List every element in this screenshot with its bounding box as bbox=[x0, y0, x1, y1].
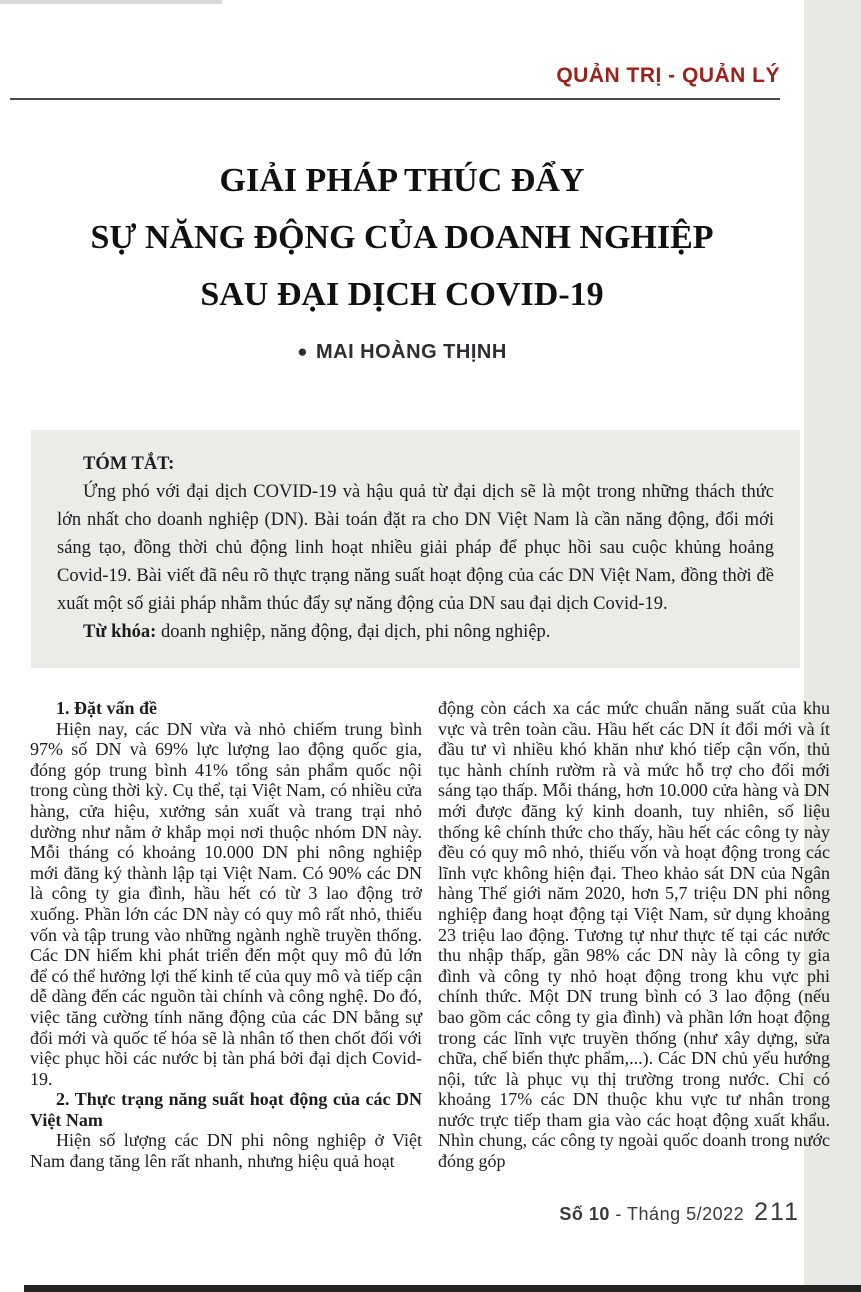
author-bullet-icon: ● bbox=[297, 342, 308, 361]
body-column-right bbox=[438, 698, 830, 1172]
header-divider-rule bbox=[10, 98, 780, 100]
article-title bbox=[0, 152, 804, 323]
abstract-box bbox=[31, 430, 800, 668]
body-column-left bbox=[30, 698, 422, 1172]
article-title-line-1: GIẢI PHÁP THÚC ĐẨY bbox=[219, 162, 585, 199]
author-line bbox=[0, 341, 804, 364]
keywords-text: doanh nghiệp, năng động, đại dịch, phi nông nghiệp. bbox=[156, 622, 551, 642]
abstract-text: Ứng phó với đại dịch COVID-19 và hậu quả từ đại dịch sẽ là một trong những thách thức lớn nhất cho doanh nghiệp (DN). Bài toán đặt ra cho DN Việt Nam là cần năng động, đổi mới sáng tạo, đồng thời chủ động linh hoạt nhiều giải pháp để phục hồi sau cuộc khủng hoảng Covid-19. Bài viết đã nêu rõ thực trạng năng suất hoạt động của các DN Việt Nam, đồng thời đề xuất một số giải pháp nhằm thúc đẩy sự năng động của DN sau đại dịch Covid-19. bbox=[57, 482, 774, 614]
author-name: MAI HOÀNG THỊNH bbox=[315, 341, 507, 363]
journal-section-header: QUẢN TRỊ - QUẢN LÝ bbox=[556, 64, 780, 87]
footer-issue-date: - Tháng 5/2022 bbox=[609, 1204, 745, 1224]
scan-top-artifact bbox=[0, 0, 222, 4]
section-1-paragraph: Hiện nay, các DN vừa và nhỏ chiếm trung bình 97% số DN và 69% lực lượng lao động quốc gia, đóng góp trung bình 41% tổng sản phẩm quốc nội trong cùng thời kỳ. Cụ thể, tại Việt Nam, có nhiều cửa hàng, cửa hiệu, xưởng sản xuất và trang trại nhỏ dường như nằm ở khắp mọi nơi thuộc nhóm DN này. Mỗi tháng có khoảng 10.000 DN phi nông nghiệp mới đăng ký thành lập tại Việt Nam. Có 90% các DN là công ty gia đình, hầu hết có từ 3 lao động trở xuống. Phần lớn các DN này có quy mô rất nhỏ, thiếu vốn và tập trung vào những ngành nghề truyền thống. Các DN hiếm khi phát triển đến một quy mô đủ lớn để có thể hưởng lợi thế kinh tế của quy mô và tiếp cận dễ dàng đến các nguồn tài chính và công nghệ. Do đó, việc tăng cường tính năng động của các DN bằng sự đổi mới và quốc tế hóa sẽ là nhân tố then chốt đối với việc phục hồi các nước bị tàn phá bởi đại dịch Covid-19. bbox=[30, 718, 422, 1089]
footer-page-number: 211 bbox=[754, 1198, 800, 1226]
footer-issue-number: Số 10 bbox=[559, 1204, 610, 1224]
keywords-line bbox=[57, 618, 774, 646]
abstract-heading: TÓM TẮT: bbox=[83, 454, 175, 474]
section-1-heading: 1. Đặt vấn đề bbox=[56, 698, 158, 718]
section-2-paragraph-left: Hiện số lượng các DN phi nông nghiệp ở Việt Nam đang tăng lên rất nhanh, nhưng hiệu quả hoạt bbox=[30, 1130, 422, 1172]
keywords-label: Từ khóa: bbox=[83, 622, 157, 642]
article-title-line-2: SỰ NĂNG ĐỘNG CỦA DOANH NGHIỆP bbox=[90, 219, 714, 256]
scan-bottom-edge bbox=[24, 1285, 861, 1292]
section-2-paragraph-right: động còn cách xa các mức chuẩn năng suất của khu vực và trên toàn cầu. Hầu hết các DN ít đổi mới và ít đầu tư vì nhiều khó khăn như khó tiếp cận vốn, thủ tục hành chính rườm rà và mức hỗ trợ cho đổi mới sáng tạo thấp. Mỗi tháng, hơn 10.000 cửa hàng và DN mới được đăng ký kinh doanh, tuy nhiên, số liệu thống kê chính thức cho thấy, hầu hết các công ty này đều có quy mô nhỏ, thiếu vốn và hoạt động trong các lĩnh vực không hiện đại. Theo khảo sát DN của Ngân hàng Thế giới năm 2020, hơn 5,7 triệu DN phi nông nghiệp đang hoạt động tại Việt Nam, sử dụng khoảng 23 triệu lao động. Tương tự như thực tế tại các nước thu nhập thấp, gần 98% các DN này là công ty gia đình và công ty nhỏ hoạt động trong khu vực phi chính thức. Một DN trung bình có 3 lao động (nếu bao gồm các công ty gia đình) và phần lớn hoạt động trong các lĩnh vực truyền thống (như xây dựng, sửa chữa, chế biến thực phẩm,...). Các DN chủ yếu hướng nội, tức là phục vụ thị trường trong nước. Chỉ có khoảng 17% các DN thuộc khu vực tư nhân trong nước trực tiếp tham gia vào các hoạt động xuất khẩu. Nhìn chung, các công ty ngoài quốc doanh trong nước đóng góp bbox=[438, 698, 830, 1172]
article-title-line-3: SAU ĐẠI DỊCH COVID-19 bbox=[200, 276, 604, 313]
section-2-heading: 2. Thực trạng năng suất hoạt động của các DN Việt Nam bbox=[30, 1089, 422, 1130]
page-footer bbox=[0, 1198, 800, 1227]
